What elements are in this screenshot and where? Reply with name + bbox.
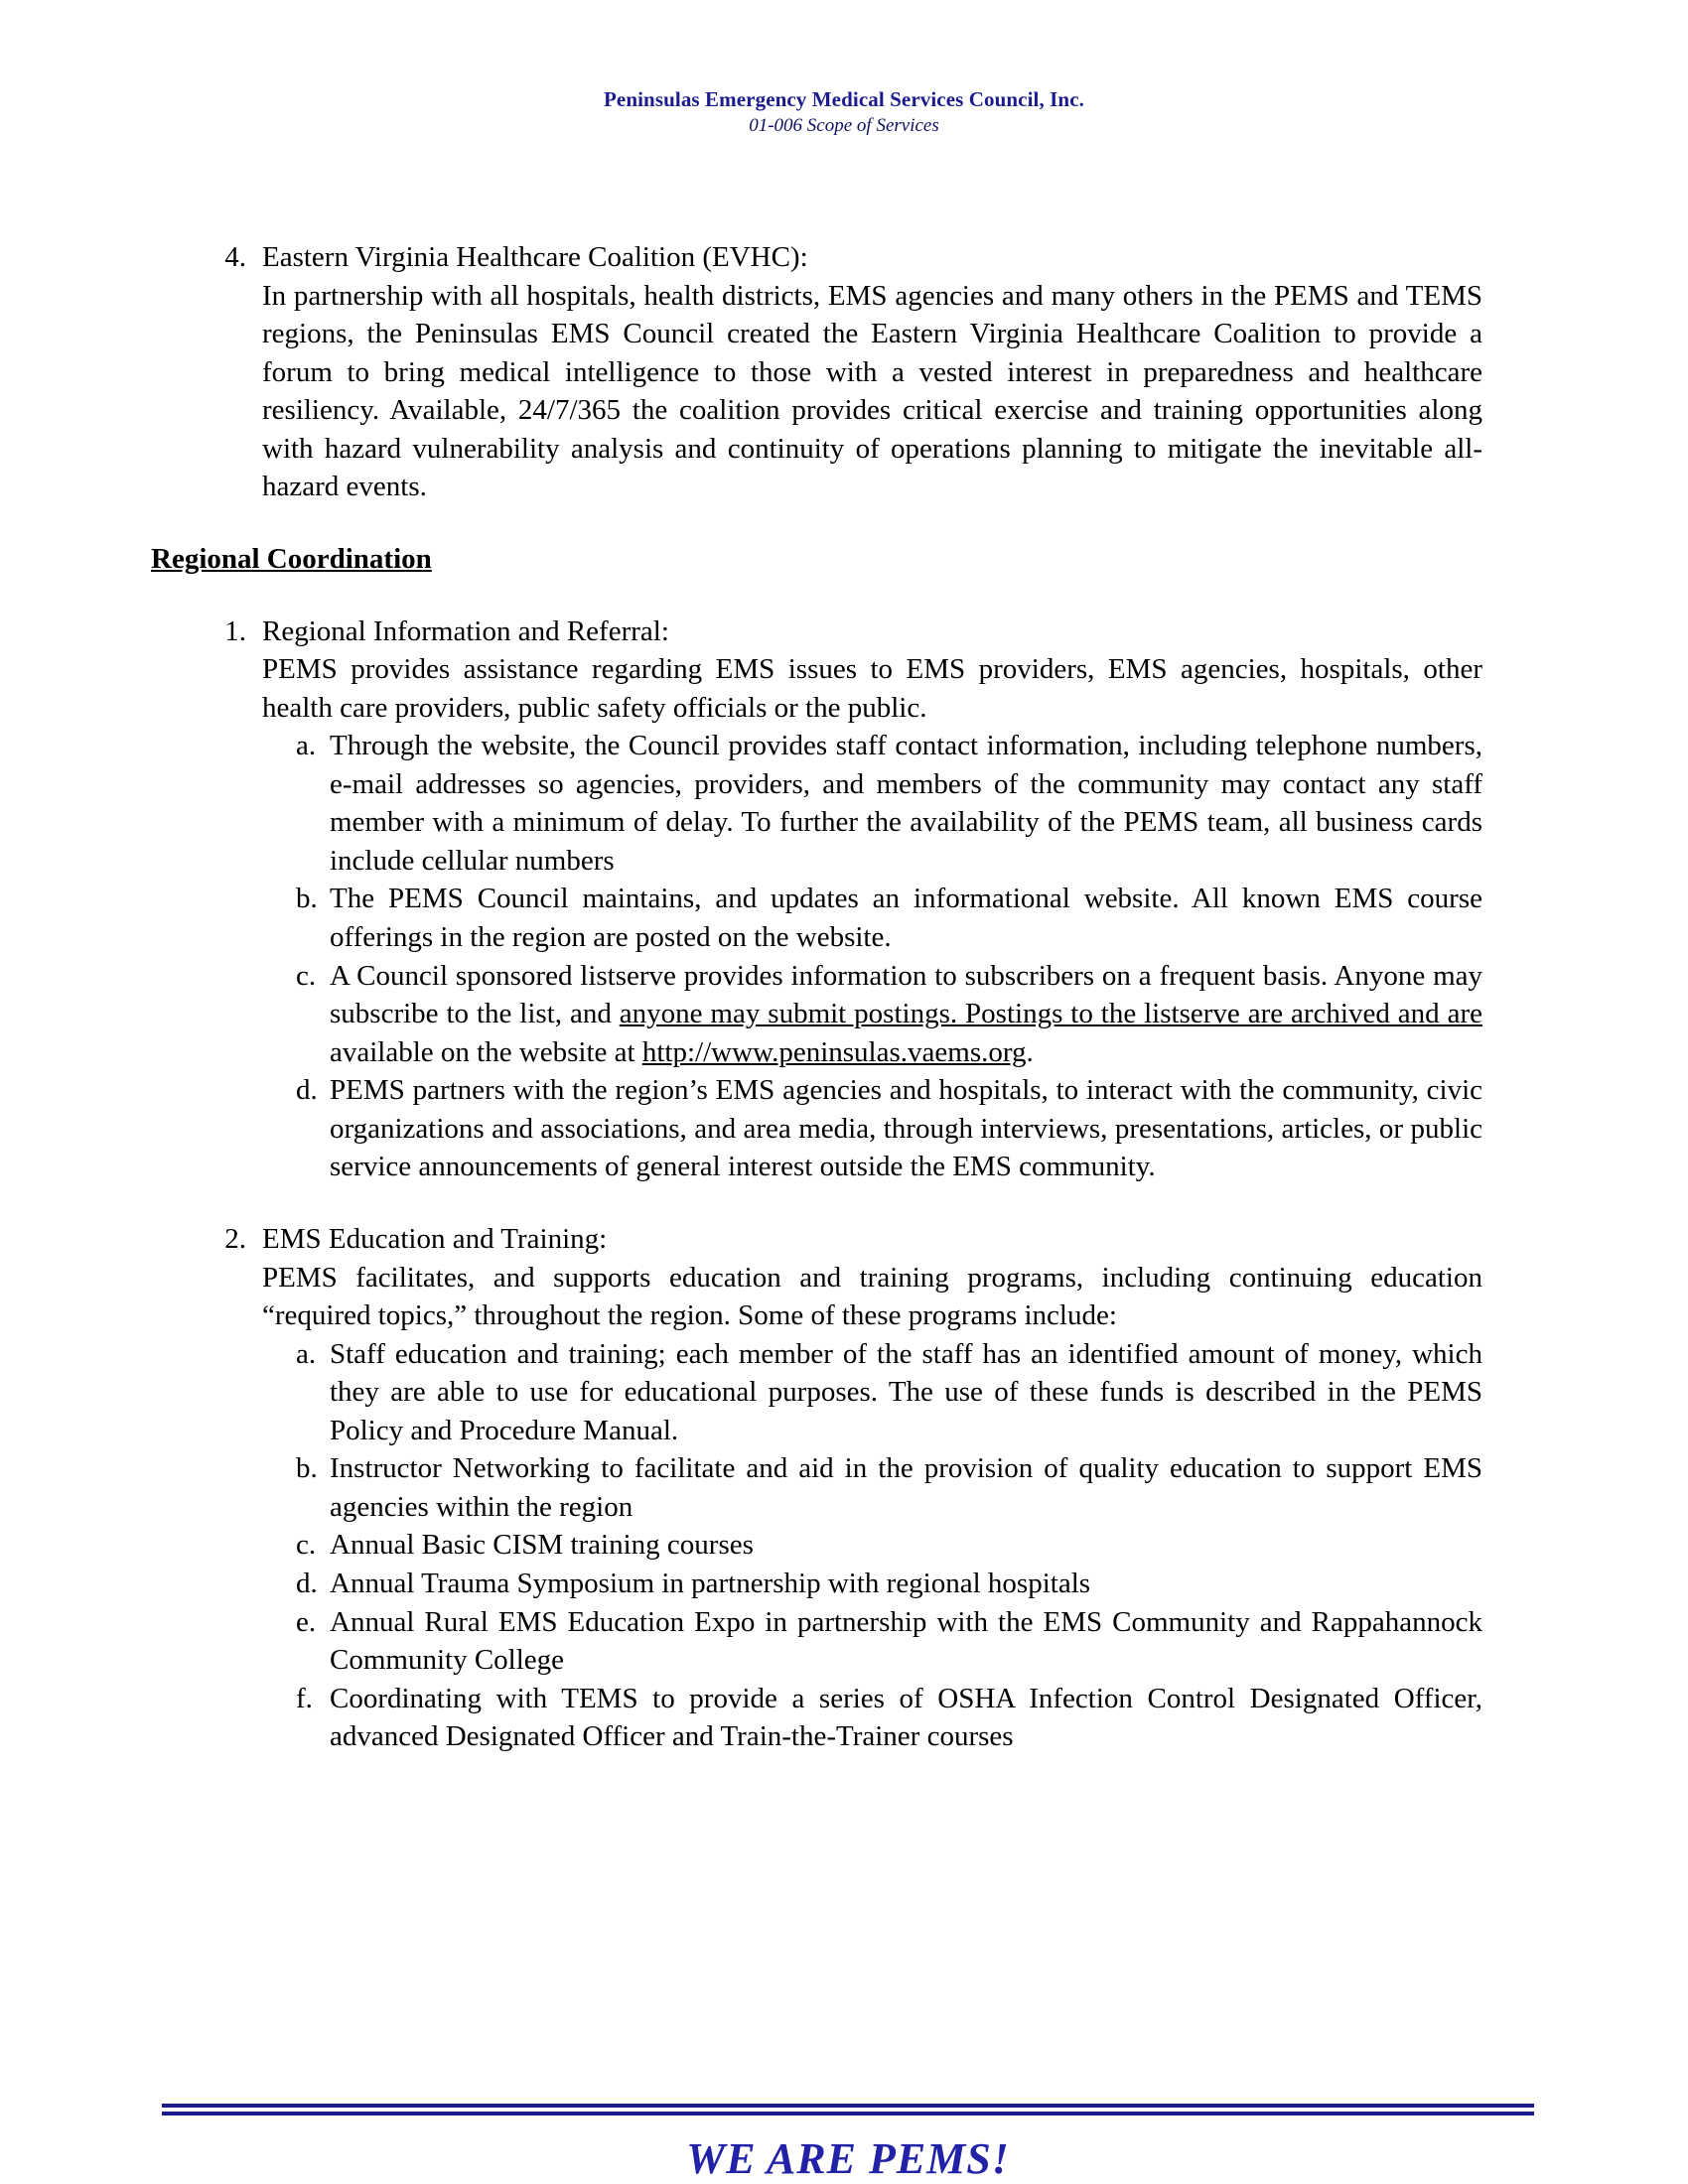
list-item-text: PEMS partners with the region’s EMS agencies and hospitals, to interact with the community, civic organizations and associations, and area media, through interviews, presentations, articles, or public service announcements of general interest outside the EMS community.	[330, 1074, 1482, 1183]
spacer	[207, 1186, 1482, 1220]
numbered-item-2	[207, 1220, 1482, 1756]
spacer	[207, 579, 1482, 613]
list-item-text-plain-end: .	[1026, 1035, 1034, 1068]
numbered-item-1-paragraph: PEMS provides assistance regarding EMS issues to EMS providers, EMS agencies, hospitals, other health care providers, public safety officials or the public.	[262, 653, 1482, 724]
list-item	[262, 727, 1482, 880]
list-item-marker: f.	[296, 1682, 313, 1714]
document-body	[151, 238, 1482, 1756]
list-item-text-plain-mid: available on the website at	[330, 1035, 642, 1068]
list-item-text: Instructor Networking to facilitate and aid in the provision of quality education to support EMS agencies within the region	[330, 1452, 1482, 1523]
numbered-item-1-title: Regional Information and Referral:	[262, 614, 669, 647]
document-header	[0, 87, 1688, 137]
numbered-item-1	[207, 613, 1482, 1186]
numbered-item-4	[207, 238, 1482, 506]
list-item-text: Annual Rural EMS Education Expo in partnership with the EMS Community and Rappahannock Community College	[330, 1605, 1482, 1677]
list-item	[262, 1565, 1482, 1603]
list-item	[262, 1071, 1482, 1186]
numbered-item-4-paragraph: In partnership with all hospitals, health districts, EMS agencies and many others in the PEMS and TEMS regions, the Peninsulas EMS Council created the Eastern Virginia Healthcare Coalition to provide a forum to bring medical intelligence to those with a vested interest in preparedness and healthcare resiliency. Available, 24/7/365 the coalition provides critical exercise and training opportunities along with hazard vulnerability analysis and continuity of operations planning to mitigate the inevitable all-hazard events.	[262, 279, 1482, 503]
list-item-marker: c.	[296, 959, 317, 992]
list-item	[262, 1526, 1482, 1565]
footer-double-rule	[162, 2104, 1534, 2116]
numbered-item-4-title: Eastern Virginia Healthcare Coalition (EVHC):	[262, 241, 808, 273]
list-item-marker: e.	[296, 1605, 317, 1638]
numbered-item-2-paragraph: PEMS facilitates, and supports education and training programs, including continuing education “required topics,” throughout the region. Some of these programs include:	[262, 1261, 1482, 1332]
list-item-text-plain: A Council sponsored listserve provides information to subscribers on a frequent basis. Anyone may subscribe to the list, and	[330, 959, 1482, 1030]
numbered-item-2-title: EMS Education and Training:	[262, 1222, 608, 1255]
list-item-text: Coordinating with TEMS to provide a series of OSHA Infection Control Designated Officer, advanced Designated Officer and Train-the-Trainer courses	[330, 1682, 1482, 1753]
list-item-text: Annual Basic CISM training courses	[330, 1529, 754, 1562]
listserve-website-link[interactable]: http://www.peninsulas.vaems.org	[641, 1035, 1027, 1068]
list-item-marker: b.	[296, 883, 318, 915]
header-organization-title: Peninsulas Emergency Medical Services Council, Inc.	[604, 87, 1084, 111]
list-item-text: Through the website, the Council provides staff contact information, including telephone numbers, e-mail addresses so agencies, providers, and members of the community may contact any staff member with a minimum of delay. To further the availability of the PEMS team, all business cards include cellular numbers	[330, 730, 1482, 877]
spacer	[207, 506, 1482, 540]
document-footer	[162, 2104, 1534, 2184]
list-item-text: The PEMS Council maintains, and updates an informational website. All known EMS course offerings in the region are posted on the website.	[330, 883, 1482, 953]
numbered-item-4-marker: 4.	[224, 241, 246, 273]
list-item	[262, 1603, 1482, 1680]
numbered-item-2-marker: 2.	[224, 1222, 246, 1255]
list-item-marker: a.	[296, 1337, 317, 1370]
list-item-text: Annual Trauma Symposium in partnership with regional hospitals	[330, 1568, 1091, 1599]
list-item	[262, 1335, 1482, 1450]
list-item-marker: c.	[296, 1529, 317, 1562]
list-item	[262, 880, 1482, 956]
list-item	[262, 957, 1482, 1072]
list-item-text: Staff education and training; each member of the staff has an identified amount of money, which they are able to use for educational purposes. The use of these funds is described in the PEMS Policy and Procedure Manual.	[330, 1337, 1482, 1446]
list-item-marker: d.	[296, 1568, 318, 1599]
footer-tagline: WE ARE PEMS!	[686, 2134, 1010, 2183]
list-item	[262, 1449, 1482, 1526]
section-heading-regional-coordination: Regional Coordination	[151, 542, 432, 575]
list-item-text-underlined: anyone may submit postings. Postings to the listserve are archived and are	[619, 998, 1482, 1030]
list-item-marker: d.	[296, 1074, 318, 1107]
list-item-marker: b.	[296, 1452, 318, 1485]
header-document-subtitle: 01-006 Scope of Services	[749, 115, 939, 137]
list-item	[262, 1680, 1482, 1756]
numbered-item-1-sublist	[262, 727, 1482, 1186]
list-item-marker: a.	[296, 730, 317, 762]
numbered-item-2-sublist	[262, 1335, 1482, 1756]
numbered-item-1-marker: 1.	[224, 614, 246, 647]
